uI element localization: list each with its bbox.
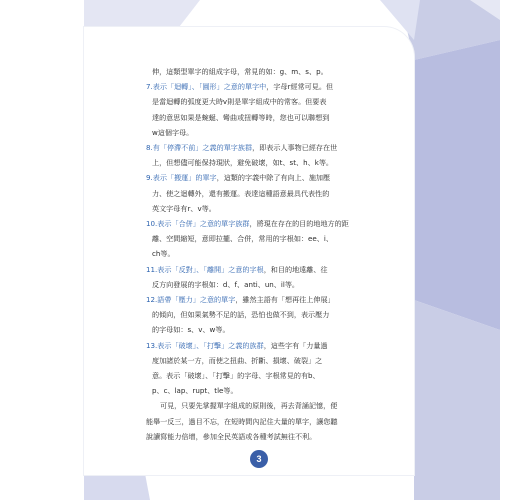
list-item-10: 10.表示「合併」之意的單字族群，將現在存在的目的地地方的距 離、空間縮短，意即拉攏、合併，常用的字根如：ee、i、 ch等。 bbox=[146, 219, 349, 259]
keyword: 單字族群 bbox=[223, 143, 253, 153]
item-number: 8. bbox=[146, 143, 153, 153]
item-number: 10. bbox=[146, 219, 158, 229]
item-number: 13. bbox=[146, 340, 158, 350]
keyword: 停滯不前 bbox=[166, 143, 196, 153]
list-item-13: 13.表示「破壞」、「打擊」之義的族群，這些字有「力量過 度加諸於某一方，而使之扭曲、折斷、損壞、破裂」之 意。表示「破壞」、「打擊」的字母、字根常見的有b、 p、c、lap、rupt、tle等。 bbox=[146, 340, 328, 396]
item-number: 11. bbox=[146, 264, 158, 274]
list-item-8: 8.有「停滯不前」之義的單字族群，即表示人事物已經存在世 上，但想儘可能保持現狀，避免破壞，如t、st、h、k等。 bbox=[146, 143, 338, 168]
keyword: 反對 bbox=[178, 264, 193, 274]
keyword: 字根 bbox=[249, 264, 264, 274]
list-item-9: 9.表示「搬運」的單字，這類的字義中除了有向上、施加壓 力、使之迴轉外，還有搬運。表達這種語意最具代表性的 英文字母有r、v等。 bbox=[146, 173, 331, 213]
keyword: 合併 bbox=[178, 219, 193, 229]
keyword: 單字 bbox=[202, 173, 217, 183]
closing-paragraph: 可見，只要先掌握單字組成的原則後，再去背誦記憶，便 能舉一反三，過目不忘，在短時間內記住大量的單字，讓您聽 說讀寫能力倍增，參加全民英語或各種考試無往不利。 bbox=[146, 401, 338, 441]
keyword: 迴轉 bbox=[174, 82, 189, 92]
item-number: 7. bbox=[146, 82, 153, 92]
keyword: 圓形 bbox=[202, 82, 217, 92]
keyword: 族群 bbox=[249, 340, 264, 350]
document-body bbox=[146, 64, 398, 444]
keyword: 打擊 bbox=[206, 340, 222, 350]
keyword: 壓力 bbox=[178, 295, 193, 305]
list-item-7: 7.表示「迴轉」、「圓形」之意的單字中，字母r經常可見。但 是當迴轉的弧度更大時v則是單字組成中的常客。但要表 達的意思如果是蜿蜒、彎曲或扭轉等時，您也可以聯想到 w這個字母。 bbox=[146, 82, 334, 137]
list-item-12: 12.語帶「壓力」之意的單字，雖然主語有「想再往上伸展」 的傾向，但如果氣勢不足的話，恐怕也做不到，表示壓力 的字母如：s、v、w等。 bbox=[146, 295, 335, 335]
keyword: 單字族群 bbox=[221, 219, 250, 229]
keyword: 單字中 bbox=[245, 82, 267, 92]
item-number: 9. bbox=[146, 173, 153, 183]
list-item-11: 11.表示「反對」、「離開」之意的字根，和目的地遠離、往 反方向發展的字根如：d、f、anti、un、il等。 bbox=[146, 264, 328, 289]
intro-line: 伸，這類型單字的組成字母，常見的如：g、m、s、p。 bbox=[152, 67, 328, 76]
keyword: 破壞 bbox=[178, 340, 193, 350]
keyword: 搬運 bbox=[174, 173, 189, 183]
page-number-badge: 3 bbox=[250, 450, 268, 468]
item-number: 12. bbox=[146, 295, 158, 305]
keyword: 離開 bbox=[206, 264, 222, 274]
keyword: 單字 bbox=[221, 295, 236, 305]
